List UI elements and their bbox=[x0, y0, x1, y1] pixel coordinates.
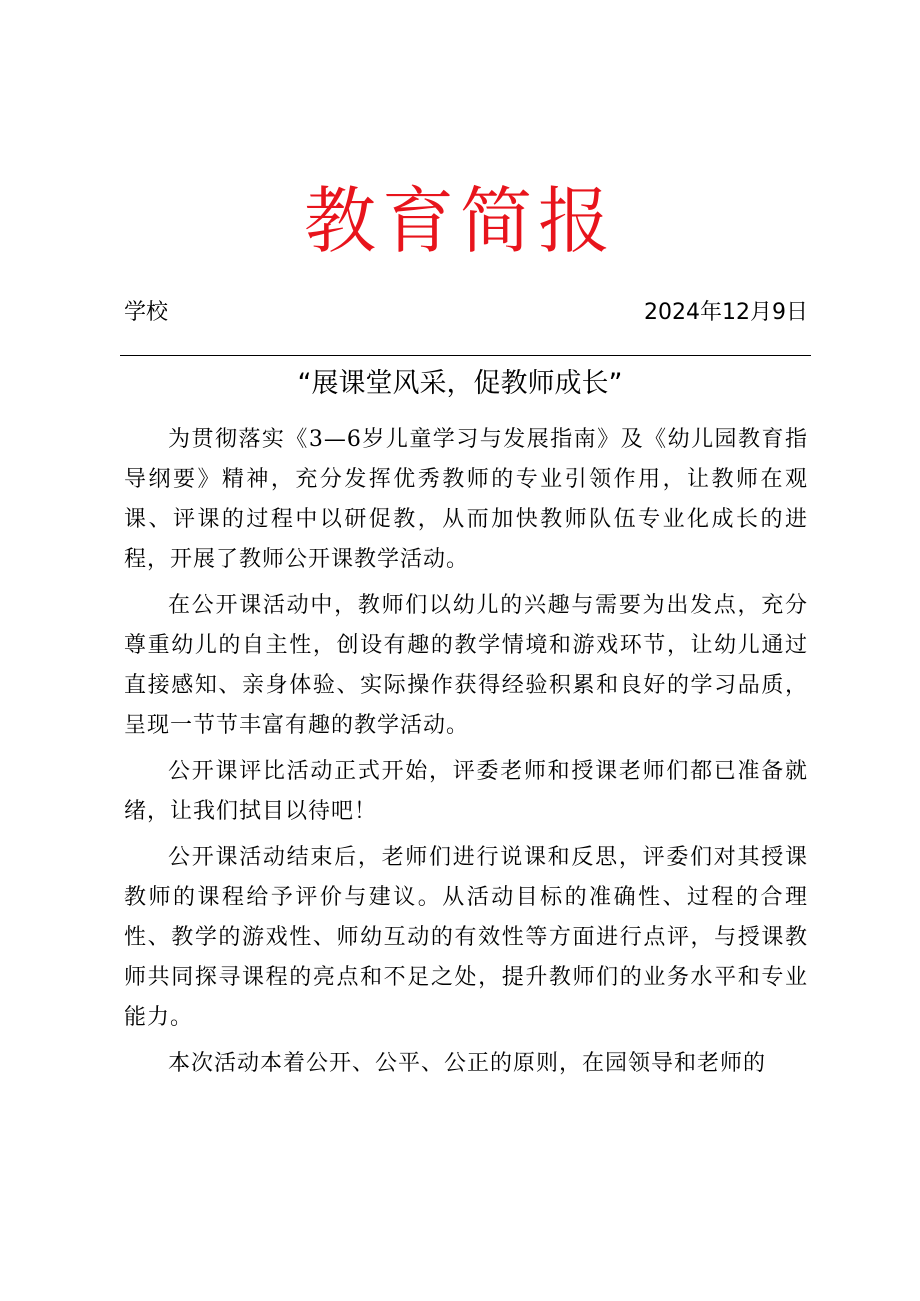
newsletter-masthead: 教育简报 bbox=[303, 179, 616, 263]
article-title: “展课堂风采，促教师成长” bbox=[297, 368, 623, 399]
issue-date: 2024年12月9日 bbox=[644, 300, 808, 325]
article-paragraph: 本次活动本着公开、公平、公正的原则，在园领导和老师的 bbox=[168, 1051, 767, 1076]
article-paragraph: 为贯彻落实《3—6岁儿童学习与发展指南》及《幼儿园教育指导纲要》精神，充分发挥优秀教师的专业引领作用，让教师在观课、评课的过程中以研促教，从而加快教师队伍专业化成长的进程，开展了教师公开课教学活动。 bbox=[124, 427, 808, 572]
school-name: 学校 bbox=[124, 300, 169, 325]
article-paragraph: 公开课活动结束后，老师们进行说课和反思，评委们对其授课教师的课程给予评价与建议。从活动目标的准确性、过程的合理性、教学的游戏性、师幼互动的有效性等方面进行点评，与授课教师共同探寻课程的亮点和不足之处，提升教师们的业务水平和专业能力。 bbox=[124, 845, 808, 1030]
article-paragraph: 在公开课活动中，教师们以幼儿的兴趣与需要为出发点，充分尊重幼儿的自主性，创设有趣的教学情境和游戏环节，让幼儿通过直接感知、亲身体验、实际操作获得经验积累和良好的学习品质，呈现一节节丰富有趣的教学活动。 bbox=[124, 593, 808, 738]
issue-meta-row bbox=[124, 298, 808, 328]
header-divider bbox=[120, 355, 811, 356]
article-paragraph: 公开课评比活动正式开始，评委老师和授课老师们都已准备就绪，让我们拭目以待吧！ bbox=[124, 759, 808, 824]
article-body bbox=[124, 420, 808, 1090]
